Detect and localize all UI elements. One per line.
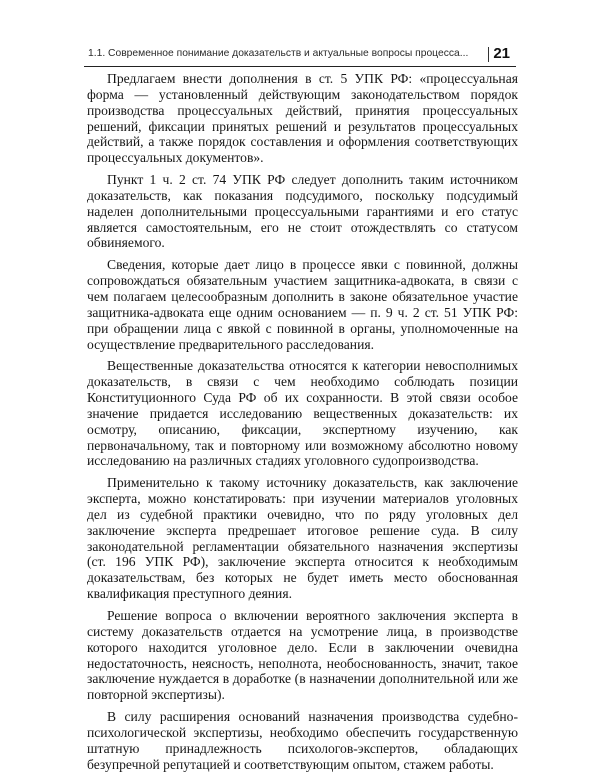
running-header: [84, 44, 516, 67]
page-number: 21: [493, 45, 510, 62]
paragraph: Сведения, которые дает лицо в процессе явки с повинной, должны сопровождаться обязательным участием защитника-адвоката, в связи с чем полагаем целесообразным дополнить в законе обязательное участие защитника-адвоката еще одним основанием — п. 9 ч. 2 ст. 51 УПК РФ: при обращении лица с явкой с повинной в органы, уполномоченные на осуществление предварительного расследования.: [87, 257, 518, 352]
paragraph: Применительно к такому источнику доказательств, как заключение эксперта, можно констатировать: при изучении материалов уголовных дел из судебной практики очевидно, что по ряду уголовных дел заключение эксперта предрешает итоговое решение суда. В силу законодательной регламентации обязательного назначения экспертизы (ст. 196 УПК РФ), заключение эксперта относится к необходимым доказательствам, без которых не будет иметь место обоснованная квалификация преступного деяния.: [87, 475, 518, 602]
header-separator: [488, 47, 489, 62]
paragraph: В силу расширения оснований назначения производства судебно-психологической экспертизы, необходимо обеспечить государственную штатную принадлежность психологов-экспертов, обладающих безупречной репутацией и соответствующим опытом, стажем работы.: [87, 709, 518, 772]
paragraph: Пункт 1 ч. 2 ст. 74 УПК РФ следует дополнить таким источником доказательств, как показания подсудимого, поскольку подсудимый наделен дополнительными процессуальными гарантиями и его статус является самостоятельным, его не стоит отождествлять со статусом обвиняемого.: [87, 172, 518, 251]
paragraph: Вещественные доказательства относятся к категории невосполнимых доказательств, в связи с чем необходимо соблюдать позиции Конституционного Суда РФ об их сохранности. В этой связи особое значение придается исследованию вещественных доказательств: их осмотру, описанию, фиксации, экспертному изучению, как первоначальному, так и повторному или возможному абсолютно новому исследованию на различных стадиях уголовного судопроизводства.: [87, 358, 518, 469]
body-text: [87, 71, 518, 772]
paragraph: Предлагаем внести дополнения в ст. 5 УПК РФ: «процессуальная форма — установленный действующим законодательством порядок производства процессуальных действий, принятия процессуальных решений, фиксации принятых решений и результатов процессуальных действий, а также порядок составления и оформления соответствующих процессуальных документов».: [87, 71, 518, 166]
running-title: 1.1. Современное понимание доказательств и актуальные вопросы процесса...: [88, 48, 469, 59]
paragraph: Решение вопроса о включении вероятного заключения эксперта в систему доказательств отдается на усмотрение лица, в производстве которого находится уголовное дело. Если в заключении очевидна недостаточность, неясность, неполнота, необоснованность, значит, такое заключение нуждается в доработке (в назначении дополнительной или же повторной экспертизы).: [87, 608, 518, 703]
